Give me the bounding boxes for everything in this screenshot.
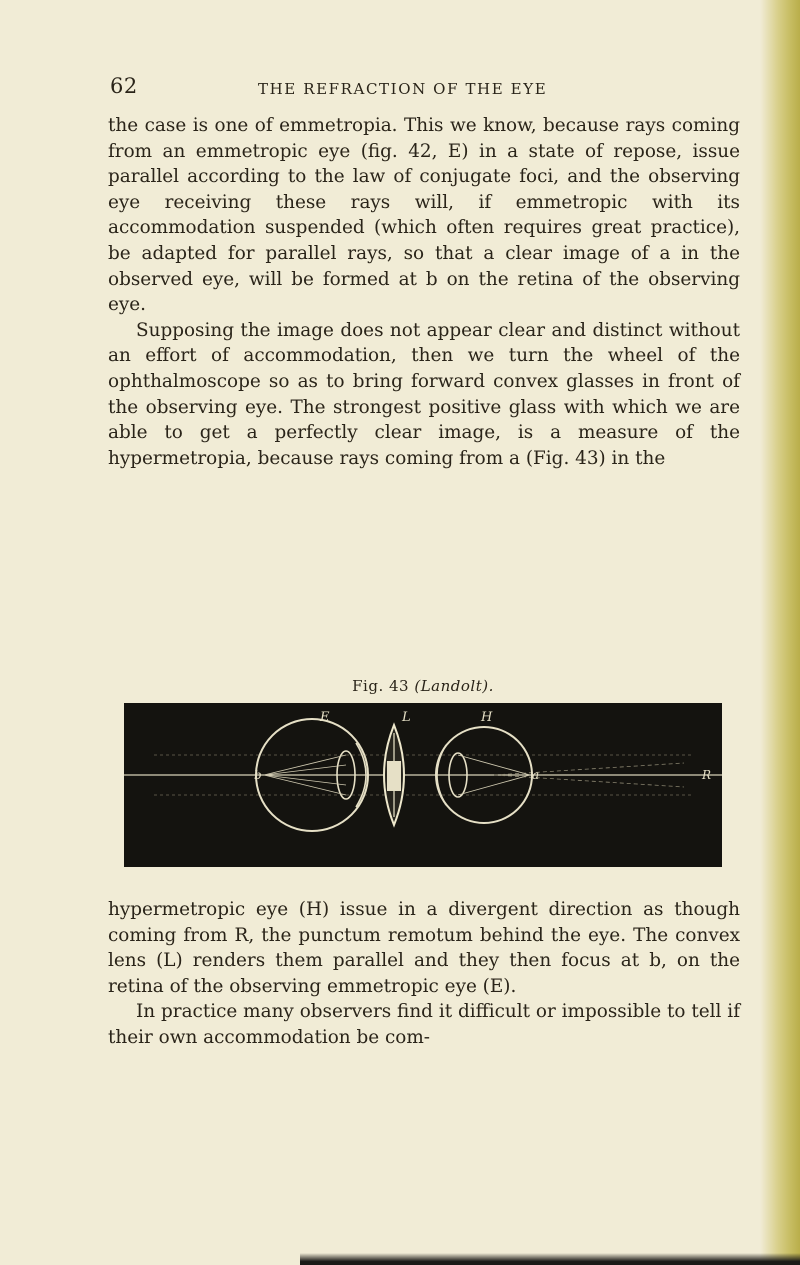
figure-caption — [124, 677, 722, 695]
page-edge-shade — [760, 0, 800, 1265]
paragraph-2: Supposing the image does not appear clear and distinct without an effort of accommodation, then we turn the wheel of the ophthalmoscope so as to bring forward convex glasses in front of the observing eye. The strongest positive glass with which we are able to get a perfectly clear image, is a measure of the hypermetropia, because rays coming from a (Fig. 43) in the — [108, 319, 740, 469]
diagram-background — [124, 703, 722, 867]
label-r: R — [702, 768, 712, 782]
label-h: H — [481, 710, 493, 725]
body-text-bottom — [108, 897, 740, 1051]
running-title: THE REFRACTION OF THE EYE — [258, 80, 548, 98]
label-l: L — [402, 710, 411, 725]
figure-caption-author: (Landolt). — [414, 677, 494, 695]
page-bottom-edge — [300, 1253, 800, 1265]
label-e: E — [320, 710, 330, 725]
page-header — [110, 74, 740, 108]
paragraph-1: the case is one of emmetropia. This we know, because rays coming from an emmetropic eye (fig. 42, E) in a state of repose, issue parallel according to the law of conjugate foci, and the observing eye receiving these rays will, if emmetropic with its accommodation suspended (which often requires great practice), be adapted for parallel rays, so that a clear image of a in the observed eye, will be formed at b on the retina of the observing eye. — [108, 115, 740, 316]
figure-43 — [124, 677, 722, 867]
figure-caption-prefix: Fig. 43 — [352, 677, 410, 695]
paragraph-3: hypermetropic eye (H) issue in a divergent direction as though coming from R, the punctum remotum behind the eye. The convex lens (L) renders them parallel and they then focus at b, on the retina of the observing emmetropic eye (E). — [108, 899, 740, 997]
body-text-top — [108, 113, 740, 471]
page-number: 62 — [110, 74, 138, 98]
paragraph-4: In practice many observers find it difficult or impossible to tell if their own accommodation be com- — [108, 1001, 740, 1048]
label-b: b — [254, 768, 262, 782]
ophthalmoscope-diagram — [124, 703, 722, 867]
label-a: a — [532, 768, 540, 782]
